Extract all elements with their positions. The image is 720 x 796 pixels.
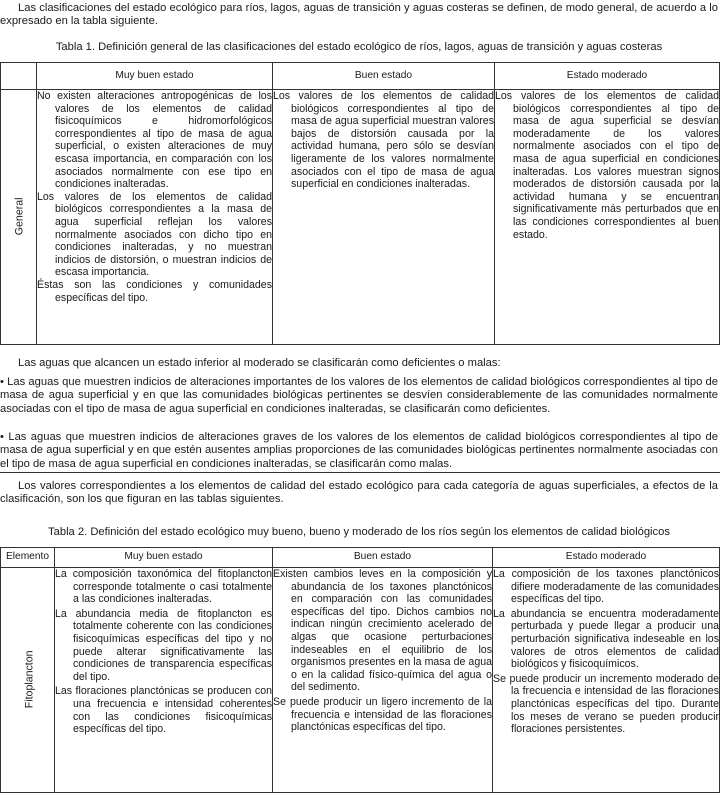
table1-c3-p1: Los valores de los elementos de calidad biológicos correspondientes al tipo de masa de agua superficial se desvían moderadamente de los valores normalmente asociados con el tipo de masa de agua superficial en condiciones inalteradas. Los valores muestran signos moderados de distorsión causada por la actividad humana y se encuentran significativamente más perturbados que en las condiciones correspondientes al buen estado. <box>495 90 719 241</box>
table2-c3-p2: La abundancia se encuentra moderadamente perturbada y puede llegar a producir una perturbación significativa indeseable en los valores de otros elementos de calidad biológicos y fisicoquímicos. <box>493 607 719 671</box>
table1-cell-muy-bueno <box>37 90 273 345</box>
table2-cell-muy-bueno <box>55 568 273 793</box>
table1-header-moderado: Estado moderado <box>495 63 720 90</box>
table2-c2-p1: Existen cambios leves en la composición y abundancia de los taxones planctónicos en comparación con las comunidades específicas del tipo. Dichos cambios no indican ningún crecimiento acelerado de algas que ocasione perturbaciones indeseables en el equilibrio de los organismos presentes en la masa de agua o en la calidad físico-química del agua o del sedimento. <box>273 568 492 694</box>
bullet-glyph: • <box>0 376 4 388</box>
bullet-malas-text: Las aguas que muestren indicios de alteraciones graves de los valores de los elementos de calidad biológicos correspondientes al tipo de masa de agua superficial y en que estén ausentes amplias proporciones de las comunidades biológicas pertinentes normalmente asociadas con el tipo de masa de agua superficial en condiciones inalteradas, se clasificarán como malas. <box>0 431 718 470</box>
table2-c2-p2: Se puede producir un ligero incremento de la frecuencia e intensidad de las floraciones planctónicas específicas del tipo. <box>273 695 492 734</box>
table1-cell-moderado <box>495 90 720 345</box>
table1-c1-p1: No existen alteraciones antropogénicas de los valores de los elementos de calidad fisicoquímicos e hidromorfológicos correspondientes al tipo de masa de agua superficial, o existen alteraciones de muy escasa importancia, en comparación con los asociados normalmente con ese tipo en condiciones inalteradas. <box>37 90 272 191</box>
table2-cell-moderado <box>493 568 720 793</box>
table2-header-moderado: Estado moderado <box>493 548 720 568</box>
table1-caption: Tabla 1. Definición general de las clasificaciones del estado ecológico de ríos, lagos, aguas de transición y aguas costeras <box>55 41 663 53</box>
table2-c1-p3: Las floraciones planctónicas se producen con una frecuencia e intensidad coherentes con las condiciones fisicoquímicas específicas del tipo. <box>55 685 272 736</box>
table2 <box>0 547 720 793</box>
table2-c3-p1: La composición de los taxones planctónicos difiere moderadamente de las comunidades específicas del tipo. <box>493 568 719 606</box>
table2-header-row <box>1 548 720 568</box>
section-divider <box>0 472 720 473</box>
para-tablas-siguientes: Los valores correspondientes a los elementos de calidad del estado ecológico para cada categoría de aguas superficiales, a efectos de la clasificación, son los que figuran en las tablas siguientes. <box>0 480 718 506</box>
table1-cell-bueno <box>273 90 495 345</box>
table2-header-muy-bueno: Muy buen estado <box>55 548 273 568</box>
table1-row-general <box>1 90 720 345</box>
table1-header-row <box>1 63 720 90</box>
table2-header-elemento: Elemento <box>1 548 55 568</box>
table2-c1-p1: La composición taxonómica del fitoplancton corresponde totalmente o casi totalmente a las condiciones inalteradas. <box>55 568 272 606</box>
table1 <box>0 62 720 345</box>
intro-paragraph: Las clasificaciones del estado ecológico para ríos, lagos, aguas de transición y aguas costeras se definen, de modo general, de acuerdo a lo expresado en la tabla siguiente. <box>0 2 718 28</box>
lower-lead: Las aguas que alcancen un estado inferior al moderado se clasificarán como deficientes o malas: <box>18 357 501 369</box>
table1-row-label: General <box>1 90 37 345</box>
table2-cell-bueno <box>273 568 493 793</box>
table1-header-bueno: Buen estado <box>273 63 495 90</box>
table2-row-label: Fitoplancton <box>1 568 55 793</box>
table2-header-bueno: Buen estado <box>273 548 493 568</box>
table1-header-blank <box>1 63 37 90</box>
table2-row-fitoplancton <box>1 568 720 793</box>
table2-c1-p2: La abundancia media de fitoplancton es totalmente coherente con las condiciones fisicoquímicas específicas del tipo y no puede alterar significativamente las condiciones de transparencia específicas del tipo. <box>55 607 272 683</box>
table1-c2-p1: Los valores de los elementos de calidad biológicos correspondientes al tipo de masa de agua superficial muestran valores bajos de distorsión causada por la actividad humana, pero sólo se desvían ligeramente de los valores normalmente asociados con el tipo de masa de agua superficial en condiciones inalteradas. <box>273 90 494 191</box>
table2-caption: Tabla 2. Definición del estado ecológico muy bueno, bueno y moderado de los ríos según los elementos de calidad biológicos <box>48 526 670 538</box>
bullet-malas <box>0 431 718 471</box>
bullet-glyph: • <box>0 431 4 443</box>
table2-c3-p3: Se puede producir un incremento moderado de la frecuencia e intensidad de las floraciones planctónicas específicas del tipo. Durante los meses de verano se pueden producir floraciones persistentes. <box>493 672 719 736</box>
table1-header-muy-bueno: Muy buen estado <box>37 63 273 90</box>
bullet-deficientes <box>0 376 718 416</box>
bullet-deficientes-text: Las aguas que muestren indicios de alteraciones importantes de los valores de los elementos de calidad biológicos correspondientes al tipo de masa de agua superficial y en que las comunidades biológicas pertinentes se desvíen considerablemente de las comunidades normalmente asociadas con el tipo de masa de agua superficial en condiciones inalteradas, se clasificarán como deficientes. <box>0 376 718 415</box>
table1-c1-p2: Los valores de los elementos de calidad biológicos correspondientes a la masa de agua superficial reflejan los valores normalmente asociados con dicho tipo en condiciones inalteradas, y no muestran indicios de distorsión, o muestran indicios de escasa importancia. <box>37 190 272 279</box>
table1-c1-p3: Éstas son las condiciones y comunidades específicas del tipo. <box>37 278 272 304</box>
